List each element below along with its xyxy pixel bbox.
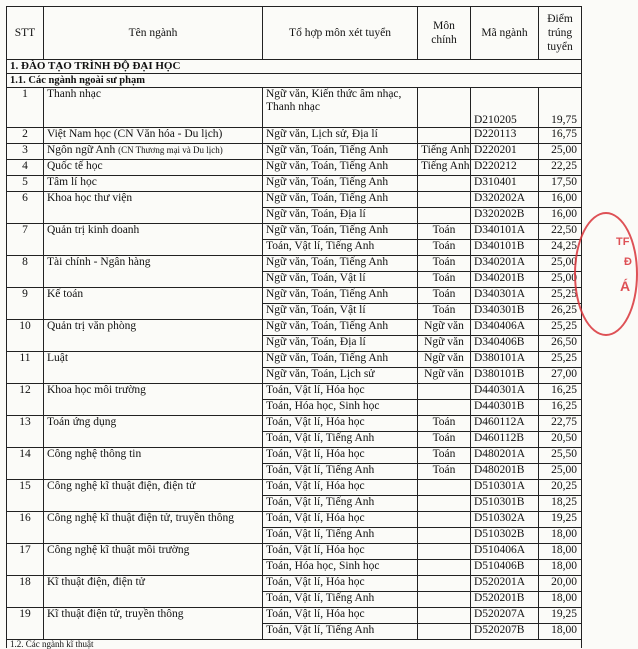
cell-major-code: D510406A [471,544,539,560]
header-row [7,7,582,60]
cell-main-subject: Toán [418,272,471,288]
major-name-text: Công nghệ kĩ thuật điện tử, truyền thông [47,512,235,524]
cell-subject-combination: Toán, Vật lí, Tiếng Anh [263,240,418,256]
cell-admission-score: 22,50 [539,224,582,240]
cell-main-subject [418,128,471,144]
cell-admission-score: 18,25 [539,496,582,512]
cell-admission-score: 18,00 [539,528,582,544]
cell-major-name [44,176,263,192]
section-title: 1. ĐÀO TẠO TRÌNH ĐỘ ĐẠI HỌC [7,60,582,74]
cell-main-subject [418,608,471,624]
cell-major-code: D340201B [471,272,539,288]
cell-major-code: D520207A [471,608,539,624]
cell-subject-combination: Toán, Vật lí, Hóa học [263,384,418,400]
cell-admission-score: 20,00 [539,576,582,592]
cell-admission-score: 16,00 [539,192,582,208]
cell-admission-score: 18,00 [539,592,582,608]
major-name-text: Toán ứng dụng [47,416,117,428]
cell-subject-combination: Toán, Vật lí, Hóa học [263,480,418,496]
stamp-letters-1: TF [616,236,630,248]
cell-subject-combination: Ngữ văn, Toán, Vật lí [263,272,418,288]
major-name-text: Ngôn ngữ Anh [47,144,116,156]
cell-stt: 13 [7,416,44,448]
cell-admission-score: 27,00 [539,368,582,384]
major-name-text: Khoa học môi trường [47,384,146,396]
table-row [7,88,582,128]
cell-major-code: D520207B [471,624,539,640]
major-name-text: Việt Nam học (CN Văn hóa - Du lịch) [47,128,223,140]
cell-major-name [44,352,263,384]
cell-main-subject [418,592,471,608]
cut-off-section-title: 1.2. Các ngành kĩ thuật [7,640,582,649]
cell-stt: 4 [7,160,44,176]
table-row [7,384,582,400]
admission-scores-table [6,6,582,648]
cell-main-subject [418,400,471,416]
cell-major-name [44,448,263,480]
cell-subject-combination: Toán, Vật lí, Hóa học [263,576,418,592]
cell-main-subject [418,384,471,400]
cell-main-subject: Toán [418,464,471,480]
cell-major-name [44,256,263,288]
cell-stt: 15 [7,480,44,512]
cell-major-code: D480201B [471,464,539,480]
table-row [7,176,582,192]
cell-major-code: D220212 [471,160,539,176]
cell-major-code: D520201B [471,592,539,608]
cell-admission-score: 26,25 [539,304,582,320]
table-row [7,512,582,528]
cell-admission-score: 19,25 [539,512,582,528]
table-row [7,224,582,240]
major-name-text: Luật [47,352,69,364]
cell-stt: 7 [7,224,44,256]
cell-admission-score: 25,00 [539,464,582,480]
cell-major-name [44,144,263,160]
major-name-text: Kế toán [47,288,84,300]
cell-subject-combination: Ngữ văn, Toán, Tiếng Anh [263,288,418,304]
cell-main-subject [418,88,471,128]
cell-major-code: D220201 [471,144,539,160]
cell-major-code: D340101B [471,240,539,256]
cell-subject-combination: Ngữ văn, Toán, Tiếng Anh [263,176,418,192]
cell-major-name [44,384,263,416]
cell-admission-score: 16,25 [539,400,582,416]
cell-subject-combination: Ngữ văn, Toán, Tiếng Anh [263,320,418,336]
cell-major-code: D440301B [471,400,539,416]
cell-admission-score: 19,75 [539,88,582,128]
cell-major-name [44,480,263,512]
cell-major-code: D340101A [471,224,539,240]
cell-stt: 5 [7,176,44,192]
cell-subject-combination: Toán, Vật lí, Tiếng Anh [263,432,418,448]
cell-main-subject [418,624,471,640]
major-name-text: Khoa học thư viện [47,192,133,204]
cell-main-subject [418,208,471,224]
cell-major-code: D340406A [471,320,539,336]
cell-major-code: D340201A [471,256,539,272]
cell-subject-combination: Ngữ văn, Toán, Tiếng Anh [263,192,418,208]
cell-subject-combination: Ngữ văn, Toán, Vật lí [263,304,418,320]
cell-major-code: D320202A [471,192,539,208]
cell-subject-combination: Ngữ văn, Toán, Địa lí [263,336,418,352]
cell-admission-score: 19,25 [539,608,582,624]
cell-main-subject: Toán [418,448,471,464]
cell-major-name [44,160,263,176]
stamp-letters-2: Đ [624,256,632,268]
cut-off-row [7,640,582,649]
cell-major-code: D340301B [471,304,539,320]
cell-main-subject: Toán [418,416,471,432]
cell-major-code: D220113 [471,128,539,144]
major-name-text: Công nghệ kĩ thuật môi trường [47,544,190,556]
table-row [7,288,582,304]
major-name-text: Quốc tế học [47,160,103,172]
major-name-text: Thanh nhạc [47,88,101,100]
cell-subject-combination: Toán, Vật lí, Tiếng Anh [263,528,418,544]
table-row [7,480,582,496]
cell-major-code: D320202B [471,208,539,224]
cell-admission-score: 18,00 [539,544,582,560]
cell-stt: 6 [7,192,44,224]
cell-main-subject [418,560,471,576]
cell-admission-score: 25,00 [539,256,582,272]
cell-stt: 2 [7,128,44,144]
cell-subject-combination: Toán, Vật lí, Tiếng Anh [263,464,418,480]
cell-subject-combination: Toán, Vật lí, Hóa học [263,512,418,528]
cell-major-code: D310401 [471,176,539,192]
header-major-code: Mã ngành [471,7,539,60]
header-stt: STT [7,7,44,60]
cell-stt: 17 [7,544,44,576]
cell-subject-combination: Ngữ văn, Lịch sử, Địa lí [263,128,418,144]
cell-major-name [44,88,263,128]
cell-major-code: D460112A [471,416,539,432]
major-name-text: Công nghệ kĩ thuật điện, điện tử [47,480,196,492]
cell-stt: 14 [7,448,44,480]
header-subject-combination: Tổ hợp môn xét tuyển [263,7,418,60]
cell-main-subject [418,576,471,592]
cell-subject-combination: Toán, Hóa học, Sinh học [263,400,418,416]
cell-admission-score: 25,25 [539,352,582,368]
table-row [7,576,582,592]
table-row [7,256,582,272]
cell-major-code: D440301A [471,384,539,400]
cell-main-subject [418,480,471,496]
stamp-letters-3: Á [620,278,631,294]
cell-main-subject: Ngữ văn [418,336,471,352]
cell-subject-combination: Toán, Vật lí, Tiếng Anh [263,624,418,640]
table-row [7,192,582,208]
cell-major-name [44,320,263,352]
cell-main-subject [418,512,471,528]
major-name-text: Kĩ thuật điện tử, truyền thông [47,608,184,620]
cell-major-name [44,128,263,144]
cell-main-subject [418,544,471,560]
cell-stt: 3 [7,144,44,160]
cell-admission-score: 17,50 [539,176,582,192]
cell-main-subject [418,528,471,544]
major-name-text: Tâm lí học [47,176,97,188]
cell-subject-combination: Toán, Vật lí, Tiếng Anh [263,496,418,512]
major-name-text: Công nghệ thông tin [47,448,142,460]
cell-major-code: D380101A [471,352,539,368]
cell-admission-score: 25,50 [539,448,582,464]
cell-major-code: D480201A [471,448,539,464]
cell-major-code: D510406B [471,560,539,576]
cell-admission-score: 25,25 [539,288,582,304]
cell-subject-combination: Toán, Vật lí, Hóa học [263,608,418,624]
cell-admission-score: 16,25 [539,384,582,400]
cell-stt: 10 [7,320,44,352]
cell-major-code: D520201A [471,576,539,592]
cell-main-subject: Toán [418,224,471,240]
cell-subject-combination: Toán, Vật lí, Tiếng Anh [263,592,418,608]
cell-major-name [44,416,263,448]
cell-subject-combination: Ngữ văn, Toán, Địa lí [263,208,418,224]
cell-admission-score: 25,25 [539,320,582,336]
subsection-row [7,74,582,88]
cell-main-subject: Tiếng Anh [418,144,471,160]
cell-stt: 16 [7,512,44,544]
cell-admission-score: 22,75 [539,416,582,432]
cell-stt: 11 [7,352,44,384]
cell-stt: 12 [7,384,44,416]
major-name-text: Tài chính - Ngân hàng [47,256,151,268]
cell-subject-combination: Ngữ văn, Toán, Tiếng Anh [263,224,418,240]
table-row [7,608,582,624]
cell-admission-score: 20,50 [539,432,582,448]
cell-major-code: D510301A [471,480,539,496]
table-row [7,320,582,336]
table-row [7,352,582,368]
cell-subject-combination: Ngữ văn, Toán, Tiếng Anh [263,256,418,272]
cell-major-name [44,192,263,224]
table-row [7,144,582,160]
cell-admission-score: 18,00 [539,624,582,640]
cell-main-subject: Toán [418,240,471,256]
cell-major-name [44,288,263,320]
cell-admission-score: 16,75 [539,128,582,144]
cell-admission-score: 20,25 [539,480,582,496]
table-row [7,160,582,176]
cell-subject-combination: Ngữ văn, Kiến thức âm nhạc, Thanh nhạc [263,88,418,128]
header-admission-score: Điểm trúng tuyển [539,7,582,60]
header-main-subject: Môn chính [418,7,471,60]
cell-admission-score: 16,00 [539,208,582,224]
cell-admission-score: 25,00 [539,144,582,160]
major-name-text: Quản trị kinh doanh [47,224,140,236]
table-row [7,544,582,560]
red-seal-stamp [574,212,638,336]
cell-admission-score: 18,00 [539,560,582,576]
cell-main-subject [418,496,471,512]
subsection-title: 1.1. Các ngành ngoài sư phạm [7,74,582,88]
table-row [7,128,582,144]
cell-main-subject: Toán [418,256,471,272]
cell-subject-combination: Toán, Vật lí, Hóa học [263,416,418,432]
cell-stt: 19 [7,608,44,640]
major-name-note: (CN Thương mại và Du lịch) [118,145,223,155]
table-row [7,416,582,432]
cell-major-code: D510301B [471,496,539,512]
cell-stt: 1 [7,88,44,128]
cell-major-name [44,224,263,256]
cell-main-subject: Tiếng Anh [418,160,471,176]
cell-major-code: D340406B [471,336,539,352]
section-row [7,60,582,74]
cell-main-subject: Ngữ văn [418,368,471,384]
cell-subject-combination: Ngữ văn, Toán, Tiếng Anh [263,144,418,160]
cell-major-code: D510302A [471,512,539,528]
cell-subject-combination: Toán, Vật lí, Hóa học [263,544,418,560]
cell-subject-combination: Ngữ văn, Toán, Tiếng Anh [263,352,418,368]
header-major-name: Tên ngành [44,7,263,60]
major-name-text: Kĩ thuật điện, điện tử [47,576,145,588]
cell-major-name [44,576,263,608]
cell-stt: 18 [7,576,44,608]
cell-major-code: D380101B [471,368,539,384]
cell-major-code: D210205 [471,88,539,128]
cell-stt: 8 [7,256,44,288]
cell-major-code: D510302B [471,528,539,544]
cell-admission-score: 26,50 [539,336,582,352]
cell-major-code: D460112B [471,432,539,448]
cell-admission-score: 25,00 [539,272,582,288]
cell-main-subject: Toán [418,432,471,448]
cell-major-name [44,512,263,544]
cell-main-subject: Ngữ văn [418,352,471,368]
cell-main-subject: Toán [418,304,471,320]
cell-subject-combination: Toán, Vật lí, Hóa học [263,448,418,464]
cell-major-name [44,544,263,576]
cell-major-name [44,608,263,640]
table-row [7,448,582,464]
cell-main-subject [418,176,471,192]
cell-major-code: D340301A [471,288,539,304]
cell-main-subject: Ngữ văn [418,320,471,336]
cell-stt: 9 [7,288,44,320]
cell-main-subject: Toán [418,288,471,304]
major-name-text: Quản trị văn phòng [47,320,137,332]
cell-admission-score: 22,25 [539,160,582,176]
cell-main-subject [418,192,471,208]
cell-subject-combination: Ngữ văn, Toán, Lịch sử [263,368,418,384]
cell-subject-combination: Ngữ văn, Toán, Tiếng Anh [263,160,418,176]
cell-admission-score: 24,25 [539,240,582,256]
cell-subject-combination: Toán, Hóa học, Sinh học [263,560,418,576]
